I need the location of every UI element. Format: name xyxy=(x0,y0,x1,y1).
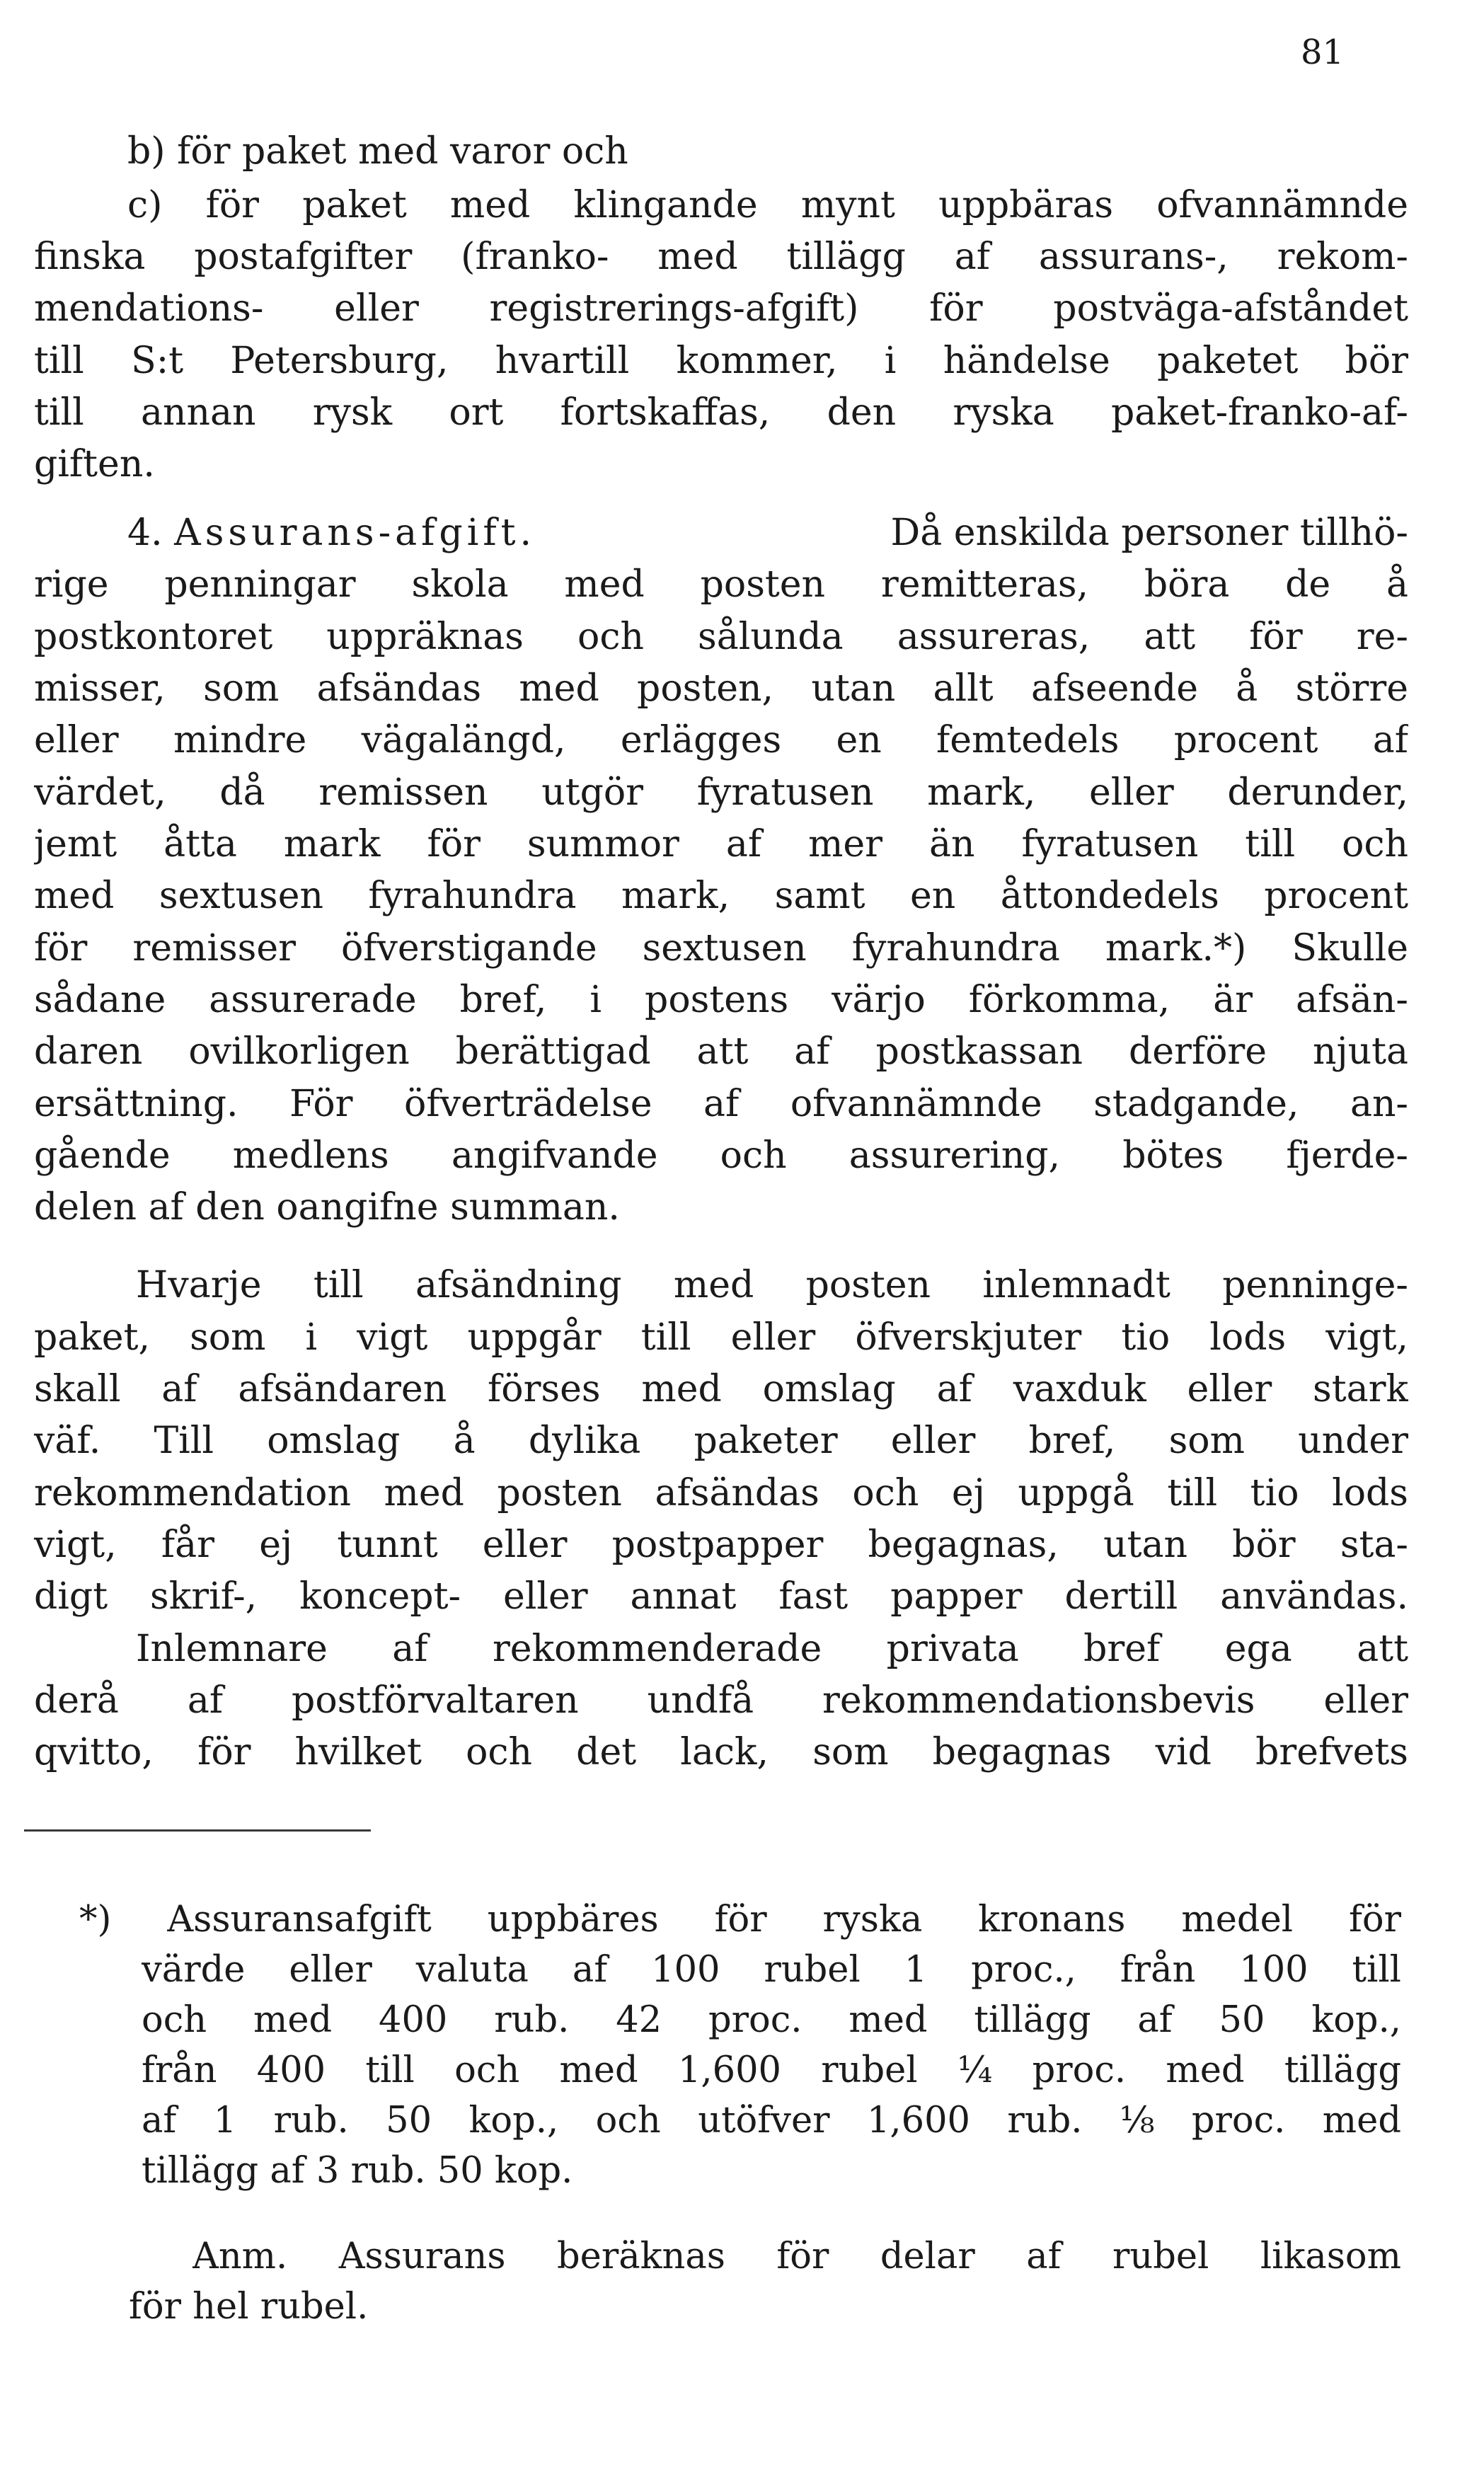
section-4-line: med sextusen fyrahundra mark, samt en åttondedels procent xyxy=(34,875,1408,917)
paragraph-line: väf. Till omslag å dylika paketer eller bref, som under xyxy=(34,1420,1408,1462)
footnote-line: tillägg af 3 rub. 50 kop. xyxy=(142,2150,573,2192)
paragraph-line: digt skrif-, koncept- eller annat fast papper dertill användas. xyxy=(34,1575,1408,1618)
section-4-line: värdet, då remissen utgör fyratusen mark, eller derunder, xyxy=(34,771,1408,814)
section-4-first-line xyxy=(127,507,1408,558)
section-4-line: eller mindre vägalängd, erlägges en femtedels procent af xyxy=(34,719,1408,761)
page-number: 81 xyxy=(1301,33,1345,72)
paragraph-line: qvitto, för hvilket och det lack, som begagnas vid brefvets xyxy=(34,1731,1408,1773)
paragraph-line: rekommendation med posten afsändas och ej uppgå till tio lods xyxy=(34,1472,1408,1514)
item-c-line: finska postafgifter (franko- med tillägg af assurans-, rekom- xyxy=(34,236,1408,278)
footnote-line: och med 400 rub. 42 proc. med tillägg af 50 kop., xyxy=(142,1999,1401,2041)
item-c-line: till annan rysk ort fortskaffas, den ryska paket-franko-af- xyxy=(34,391,1408,434)
section-4-line: misser, som afsändas med posten, utan allt afseende å större xyxy=(34,667,1408,710)
paragraph-line: paket, som i vigt uppgår till eller öfverskjuter tio lods vigt, xyxy=(34,1316,1408,1359)
anm-line: Anm. Assurans beräknas för delar af rubel likasom xyxy=(192,2236,1401,2277)
section-4-line: rige penningar skola med posten remitteras, böra de å xyxy=(34,563,1408,606)
section-4-line: jemt åtta mark för summor af mer än fyratusen till och xyxy=(34,823,1408,866)
item-c-line: till S:t Petersburg, hvartill kommer, i händelse paketet bör xyxy=(34,340,1408,382)
section-first-line-text: Då enskilda personer tillhö- xyxy=(890,512,1408,554)
item-c-line: c) för paket med klingande mynt uppbäras ofvannämnde xyxy=(127,184,1408,226)
section-4-line: ersättning. För öfverträdelse af ofvannämnde stadgande, an- xyxy=(34,1083,1408,1125)
section-4-line: gående medlens angifvande och assurering, bötes fjerde- xyxy=(34,1134,1408,1177)
paragraph-line: vigt, får ej tunnt eller postpapper begagnas, utan bör sta- xyxy=(34,1524,1408,1566)
item-c-line: giften. xyxy=(34,443,155,485)
section-number: 4. xyxy=(127,512,163,554)
item-c-line: mendations- eller registrerings-afgift) för postväga-afståndet xyxy=(34,287,1408,330)
item-b-line: b) för paket med varor och xyxy=(127,130,628,173)
section-4-line: sådane assurerade bref, i postens värjo förkomma, är afsän- xyxy=(34,979,1408,1021)
footnote-line: af 1 rub. 50 kop., och utöfver 1,600 rub. ⅛ proc. med xyxy=(142,2100,1401,2142)
footnote-line: *) Assuransafgift uppbäres för ryska kronans medel för xyxy=(79,1899,1401,1941)
paragraph-line: Inlemnare af rekommenderade privata bref ega att xyxy=(136,1628,1408,1670)
footnote-line: värde eller valuta af 100 rubel 1 proc., från 100 till xyxy=(142,1949,1401,1991)
footnote-rule xyxy=(24,1829,371,1832)
anm-line: för hel rubel. xyxy=(129,2286,369,2328)
section-4-line: för remisser öfverstigande sextusen fyrahundra mark.*) Skulle xyxy=(34,927,1408,970)
section-heading: Assurans-afgift. xyxy=(174,512,536,554)
section-4-line: postkontoret uppräknas och sålunda assureras, att för re- xyxy=(34,616,1408,658)
paragraph-line: Hvarje till afsändning med posten inlemnadt penninge- xyxy=(136,1264,1408,1306)
paragraph-line: derå af postförvaltaren undfå rekommendationsbevis eller xyxy=(34,1679,1408,1722)
footnote-line: från 400 till och med 1,600 rubel ¼ proc. med tillägg xyxy=(142,2050,1401,2091)
section-4-line: delen af den oangifne summan. xyxy=(34,1186,620,1229)
section-4-line: daren ovilkorligen berättigad att af postkassan derföre njuta xyxy=(34,1030,1408,1073)
paragraph-line: skall af afsändaren förses med omslag af vaxduk eller stark xyxy=(34,1368,1408,1410)
